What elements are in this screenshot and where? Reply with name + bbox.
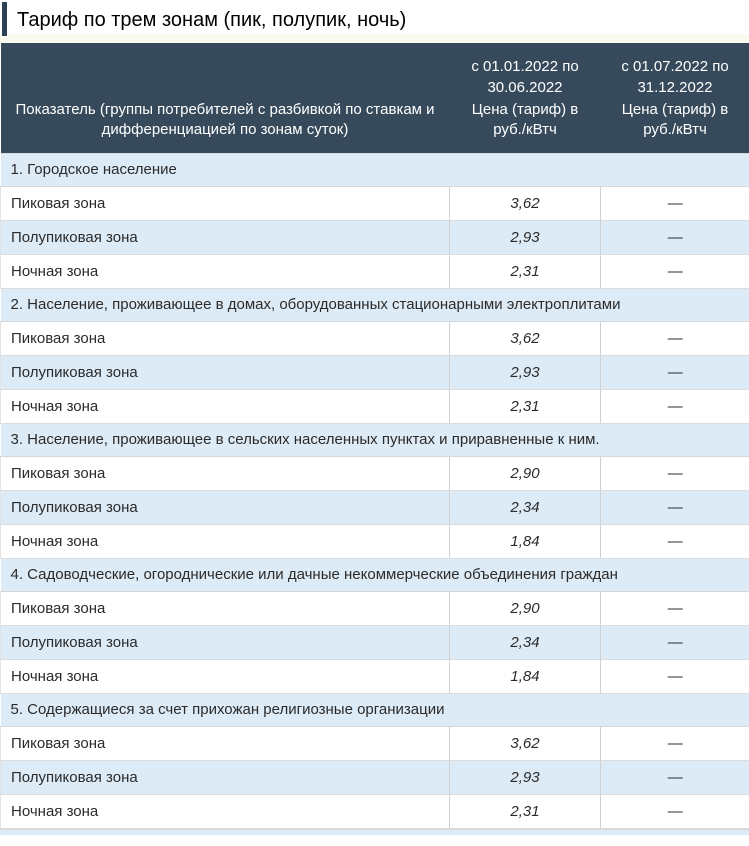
tariff-value-period1: 1,84 <box>450 524 601 558</box>
table-row <box>1 456 749 490</box>
tariff-table <box>0 43 749 829</box>
title-bar <box>0 0 749 34</box>
table-body <box>1 153 749 828</box>
tariff-value-period2: — <box>601 524 749 558</box>
table-row <box>1 760 749 794</box>
table-row <box>1 625 749 659</box>
zone-label: Полупиковая зона <box>1 355 450 389</box>
section-row <box>1 153 749 186</box>
tariff-value-period2: — <box>601 355 749 389</box>
table-row <box>1 389 749 423</box>
tariff-value-period1: 3,62 <box>450 186 601 220</box>
bottom-cut-row <box>0 829 749 835</box>
table-row <box>1 220 749 254</box>
zone-label: Ночная зона <box>1 524 450 558</box>
table-row <box>1 490 749 524</box>
zone-label: Пиковая зона <box>1 591 450 625</box>
tariff-value-period2: — <box>601 321 749 355</box>
section-title: 3. Население, проживающее в сельских населенных пунктах и приравненные к ним. <box>1 423 749 456</box>
header-empty-cell <box>1 43 450 100</box>
section-title: 5. Содержащиеся за счет прихожан религиозные организации <box>1 693 749 726</box>
tariff-value-period1: 2,93 <box>450 760 601 794</box>
tariff-value-period2: — <box>601 220 749 254</box>
zone-label: Ночная зона <box>1 254 450 288</box>
zone-label: Ночная зона <box>1 794 450 828</box>
zone-label: Пиковая зона <box>1 321 450 355</box>
tariff-value-period1: 2,34 <box>450 625 601 659</box>
zone-label: Ночная зона <box>1 389 450 423</box>
tariff-value-period2: — <box>601 254 749 288</box>
tariff-value-period2: — <box>601 726 749 760</box>
zone-label: Ночная зона <box>1 659 450 693</box>
header-label-row <box>1 100 749 153</box>
section-row <box>1 693 749 726</box>
tariff-value-period1: 2,31 <box>450 254 601 288</box>
tariff-value-period2: — <box>601 389 749 423</box>
tariff-value-period1: 1,84 <box>450 659 601 693</box>
table-row <box>1 794 749 828</box>
zone-label: Пиковая зона <box>1 726 450 760</box>
section-row <box>1 423 749 456</box>
tariff-value-period2: — <box>601 456 749 490</box>
table-row <box>1 254 749 288</box>
tariff-value-period2: — <box>601 591 749 625</box>
zone-label: Пиковая зона <box>1 186 450 220</box>
tariff-value-period1: 2,31 <box>450 389 601 423</box>
zone-label: Полупиковая зона <box>1 220 450 254</box>
period2-header-cell: с 01.07.2022 по 31.12.2022 <box>601 43 749 100</box>
tariff-value-period1: 2,34 <box>450 490 601 524</box>
zone-label: Полупиковая зона <box>1 490 450 524</box>
tariff-value-period1: 2,90 <box>450 591 601 625</box>
table-row <box>1 321 749 355</box>
period1-header-cell: с 01.01.2022 по 30.06.2022 <box>450 43 601 100</box>
table-row <box>1 524 749 558</box>
section-title: 4. Садоводческие, огороднические или дачные некоммерческие объединения граждан <box>1 558 749 591</box>
price-unit-cell-period1: Цена (тариф) в руб./кВтч <box>450 100 601 153</box>
tariff-value-period2: — <box>601 760 749 794</box>
section-row <box>1 288 749 321</box>
page-title: Тариф по трем зонам (пик, полупик, ночь) <box>17 9 407 31</box>
tariff-value-period1: 3,62 <box>450 726 601 760</box>
title-divider <box>0 34 749 43</box>
tariff-value-period2: — <box>601 794 749 828</box>
zone-label: Полупиковая зона <box>1 625 450 659</box>
tariff-value-period2: — <box>601 659 749 693</box>
tariff-value-period2: — <box>601 490 749 524</box>
header-period-row <box>1 43 749 100</box>
table-row <box>1 186 749 220</box>
tariff-value-period1: 2,90 <box>450 456 601 490</box>
tariff-value-period1: 2,93 <box>450 220 601 254</box>
section-row <box>1 558 749 591</box>
tariff-value-period1: 3,62 <box>450 321 601 355</box>
tariff-value-period1: 2,31 <box>450 794 601 828</box>
title-accent-bar <box>2 2 7 36</box>
table-row <box>1 591 749 625</box>
zone-label: Полупиковая зона <box>1 760 450 794</box>
tariff-value-period1: 2,93 <box>450 355 601 389</box>
section-title: 2. Население, проживающее в домах, оборудованных стационарными электроплитами <box>1 288 749 321</box>
section-title: 1. Городское население <box>1 153 749 186</box>
indicator-header-cell: Показатель (группы потребителей с разбивкой по ставкам и дифференциацией по зонам суток) <box>1 100 450 153</box>
tariff-value-period2: — <box>601 186 749 220</box>
table-row <box>1 726 749 760</box>
table-row <box>1 355 749 389</box>
table-header <box>1 43 749 153</box>
tariff-value-period2: — <box>601 625 749 659</box>
table-row <box>1 659 749 693</box>
zone-label: Пиковая зона <box>1 456 450 490</box>
price-unit-cell-period2: Цена (тариф) в руб./кВтч <box>601 100 749 153</box>
